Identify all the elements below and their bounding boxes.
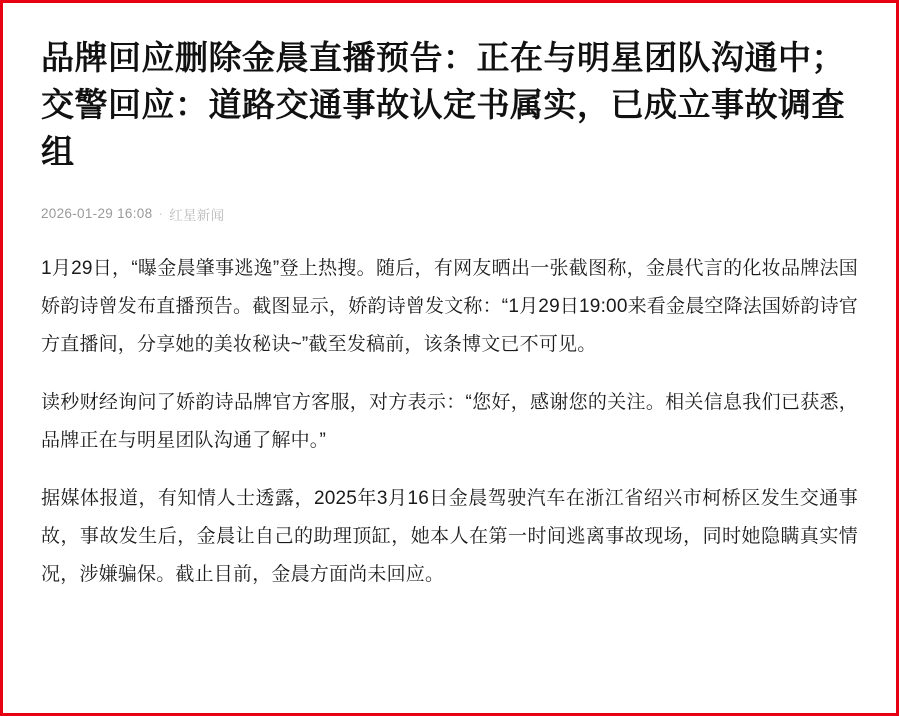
page-title: 品牌回应删除金晨直播预告：正在与明星团队沟通中；交警回应：道路交通事故认定书属实，已成立事故调查组	[41, 39, 845, 170]
article-container	[3, 3, 896, 594]
publish-timestamp: 2026-01-29 16:08	[41, 206, 153, 222]
article-paragraph: 据媒体报道，有知情人士透露，2025年3月16日金晨驾驶汽车在浙江省绍兴市柯桥区发生交通事故，事故发生后，金晨让自己的助理顶缸，她本人在第一时间逃离事故现场，同时她隐瞒真实情况，涉嫌骗保。截止目前，金晨方面尚未回应。	[41, 487, 858, 585]
article-paragraph: 1月29日，“曝金晨肇事逃逸”登上热搜。随后，有网友晒出一张截图称，金晨代言的化妆品牌法国娇韵诗曾发布直播预告。截图显示，娇韵诗曾发文称：“1月29日19:00来看金晨空降法国娇韵诗官方直播间，分享她的美妆秘诀~”截至发稿前，该条博文已不可见。	[41, 257, 858, 355]
meta-separator: ·	[158, 206, 164, 222]
article-body	[41, 250, 858, 594]
article-source: 红星新闻	[169, 207, 225, 223]
article-paragraph: 读秒财经询问了娇韵诗品牌官方客服，对方表示：“您好，感谢您的关注。相关信息我们已获悉，品牌正在与明星团队沟通了解中。”	[41, 391, 858, 451]
article-meta	[41, 204, 858, 224]
